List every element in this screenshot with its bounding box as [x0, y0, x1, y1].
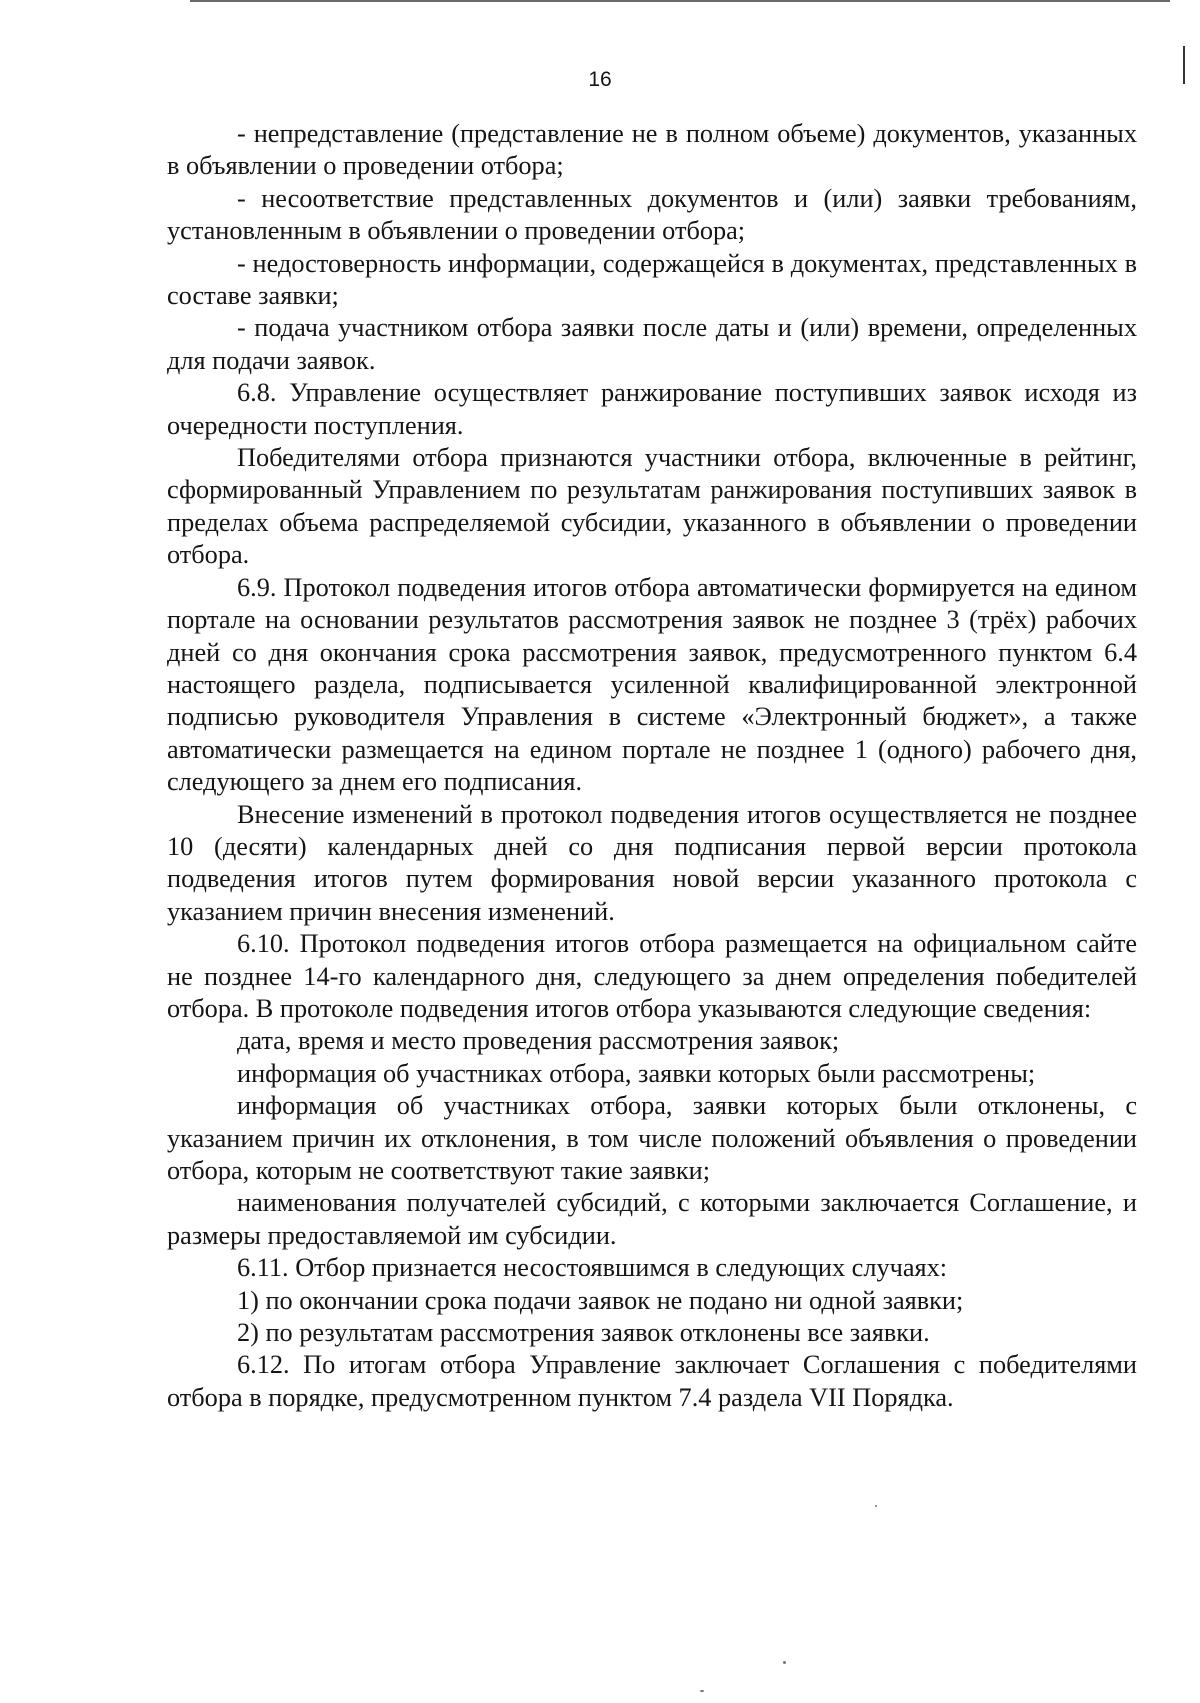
- paragraph-protocol-amendments: Внесение изменений в протокол подведения итогов осуществляется не позднее 10 (десяти) календарных дней со дня подписания первой версии протокола подведения итогов путем формирования новой версии указанного протокола с указанием причин внесения изменений.: [167, 799, 1137, 926]
- scan-speck: [875, 1505, 877, 1507]
- paragraph-6-11: 6.11. Отбор признается несостоявшимся в следующих случаях:: [237, 1253, 948, 1283]
- paragraph-noncompliance: - несоответствие представленных документов и (или) заявки требованиям, установленным в объявлении о проведении отбора;: [167, 183, 1137, 246]
- paragraph-late-submission: - подача участником отбора заявки после даты и (или) времени, определенных для подачи заявок.: [167, 313, 1137, 375]
- paragraph-inaccuracy: - недостоверность информации, содержащейся в документах, представленных в составе заявки;: [167, 248, 1137, 311]
- paragraph-nonsubmission: - непредставление (представление не в полном объеме) документов, указанных в объявлении о проведении отбора;: [167, 119, 1137, 181]
- paragraph-case-1: 1) по окончании срока подачи заявок не подано ни одной заявки;: [237, 1285, 964, 1315]
- paragraph-rejected-participants: информация об участниках отбора, заявки которых были отклонены, с указанием причин их отклонения, в том числе положений объявления о проведении отбора, которым не соответствуют такие заявки;: [167, 1091, 1137, 1185]
- paragraph-case-2: 2) по результатам рассмотрения заявок отклонены все заявки.: [237, 1318, 930, 1348]
- paragraph-6-8: 6.8. Управление осуществляет ранжирование поступивших заявок исходя из очередности поступления.: [167, 378, 1137, 440]
- paragraph-6-12: 6.12. По итогам отбора Управление заключает Соглашения с победителями отбора в порядке, предусмотренном пунктом 7.4 раздела VII Порядка.: [167, 1350, 1137, 1412]
- paragraph-winners: Победителями отбора признаются участники отбора, включенные в рейтинг, сформированный Управлением по результатам ранжирования поступивших заявок в пределах объема распределяемой субсидии, указанного в объявлении о проведении отбора.: [167, 443, 1137, 570]
- paragraph-date-time-place: дата, время и место проведения рассмотрения заявок;: [237, 1026, 840, 1056]
- page-number: 16: [588, 68, 612, 91]
- scan-speck: [700, 1690, 704, 1692]
- scan-top-edge-line: [190, 0, 1170, 2]
- paragraph-reviewed-participants: информация об участниках отбора, заявки которых были рассмотрены;: [237, 1058, 1036, 1088]
- document-body: [167, 118, 1137, 1414]
- scan-speck: [783, 1661, 786, 1664]
- paragraph-6-9: 6.9. Протокол подведения итогов отбора автоматически формируется на едином портале на основании результатов рассмотрения заявок не позднее 3 (трёх) рабочих дней со дня окончания срока рассмотрения заявок, предусмотренного пунктом 6.4 настоящего раздела, подписывается усиленной квалифицированной электронной подписью руководителя Управления в системе «Электронный бюджет», а также автоматически размещается на едином портале не позднее 1 (одного) рабочего дня, следующего за днем его подписания.: [167, 572, 1137, 797]
- paragraph-6-10: 6.10. Протокол подведения итогов отбора размещается на официальном сайте не позднее 14-го календарного дня, следующего за днем определения победителей отбора. В протоколе подведения итогов отбора указываются следующие сведения:: [167, 929, 1137, 1023]
- paragraph-recipients: наименования получателей субсидий, с которыми заключается Соглашение, и размеры предоставляемой им субсидии.: [167, 1188, 1137, 1250]
